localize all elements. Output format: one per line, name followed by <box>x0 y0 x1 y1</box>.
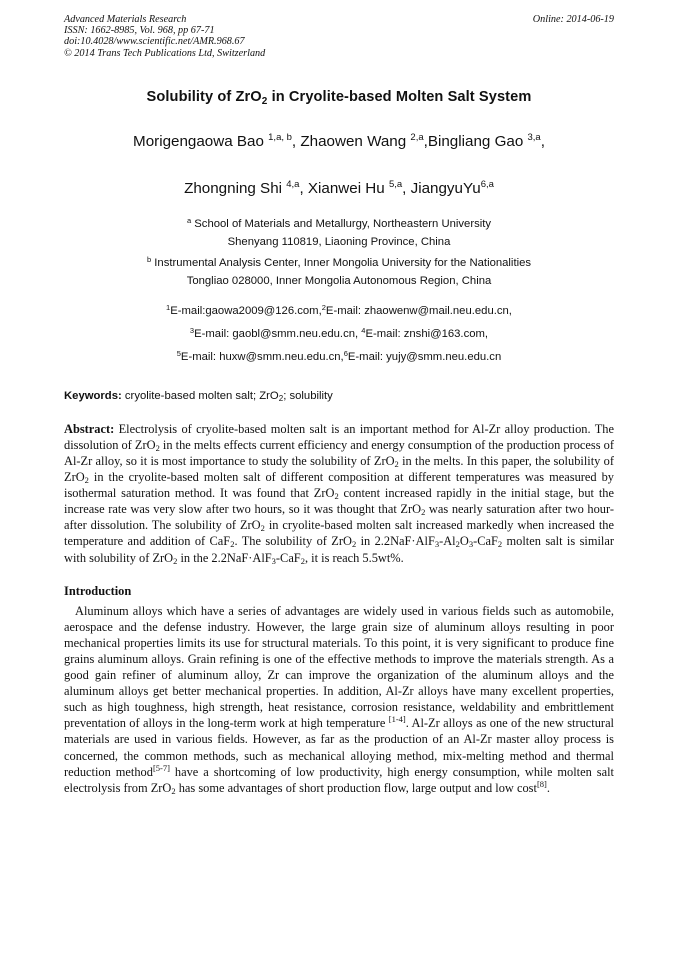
author-separator: , <box>291 132 301 150</box>
affiliation-text: School of Materials and Metallurgy, Northeastern University <box>191 217 492 230</box>
keywords-label: Keywords: <box>64 389 122 402</box>
author-affil-mark: 1,a, b <box>268 131 292 143</box>
text-run: -CaF <box>275 550 301 565</box>
title-text: Solubility of ZrO <box>146 88 262 105</box>
abstract-label: Abstract: <box>64 421 115 436</box>
email-text: E-mail:gaowa2009@126.com, <box>170 304 322 317</box>
copyright-line: © 2014 Trans Tech Publications Ltd, Switzerland <box>64 47 266 59</box>
text-run: content increased rapidly in the initial stage, but the increase rate was very slow after two hours, so it was thought that ZrO <box>64 486 614 517</box>
affiliation-b-address: Tongliao 028000, Inner Mongolia Autonomous Region, China <box>186 274 492 287</box>
text-run: . Al-Zr alloys as one of the new structural materials are used in various fields. However, as far as the production of an Al-Zr master alloy process is concerned, the common methods, such as mechanical alloying method, mix-melting method and thermal reduction method <box>64 716 615 779</box>
title-subscript: 2 <box>261 95 268 107</box>
text-run: -Al <box>439 534 456 549</box>
email-mark: 6 <box>343 348 348 358</box>
subscript: 2 <box>334 491 339 502</box>
author-name: Zhongning Shi <box>184 179 287 197</box>
author-separator: , <box>540 132 545 150</box>
email-text: E-mail: zhaowenw@mail.neu.edu.cn, <box>325 304 512 317</box>
subscript: 2 <box>171 785 176 796</box>
keywords-text: cryolite-based molten salt; ZrO <box>121 389 279 402</box>
email-block <box>64 298 614 367</box>
subscript: 2 <box>230 539 235 550</box>
issn-line: ISSN: 1662-8985, Vol. 968, pp 67-71 <box>64 25 215 37</box>
author-name: Xianwei Hu <box>307 179 389 197</box>
text-run: molten salt is similar with solubility of ZrO <box>64 534 614 565</box>
subscript: 3 <box>434 539 440 550</box>
citation-superscript: [5-7] <box>152 762 170 773</box>
author-separator: , <box>423 132 428 150</box>
title-text-rest: in Cryolite-based Molten Salt System <box>267 88 532 105</box>
affiliation-a <box>64 212 614 233</box>
subscript: 2 <box>84 475 89 486</box>
email-text: E-mail: gaobl@smm.neu.edu.cn, <box>194 327 362 340</box>
text-run: in 2.2NaF·AlF <box>356 534 435 549</box>
citation-superscript: [8] <box>536 778 547 789</box>
email-mark: 3 <box>189 325 195 335</box>
text-run: in the melts. In this paper, the solubility of ZrO <box>64 454 614 485</box>
email-mark: 1 <box>166 302 171 312</box>
subscript: 3 <box>271 555 276 566</box>
text-run: Electrolysis of cryolite-based molten salt is an important method for Al-Zr alloy production. The dissolution of ZrO <box>64 421 614 452</box>
paper-title <box>64 89 614 107</box>
text-run: has some advantages of short production flow, large output and low cost <box>175 780 537 795</box>
subscript: 2 <box>394 459 399 469</box>
author-name: Morigengaowa Bao <box>133 132 269 150</box>
email-text: E-mail: znshi@163.com, <box>365 327 489 340</box>
subscript: 2 <box>173 555 178 566</box>
subscript: 2 <box>421 507 426 518</box>
subscript: 2 <box>300 555 305 566</box>
email-line-3 <box>64 344 614 367</box>
abstract-body <box>64 422 614 565</box>
email-line-2 <box>64 321 614 344</box>
affiliation-mark: a <box>186 215 192 225</box>
author-line-2 <box>64 174 614 200</box>
author-affil-mark: 6,a <box>480 178 494 190</box>
text-run: in the cryolite-based molten salt of different composition at different temperatures was measured by isothermal saturation method. It was found that ZrO <box>64 470 614 501</box>
journal-name: Advanced Materials Research <box>64 14 187 25</box>
email-line-1 <box>64 298 614 321</box>
text-run: -CaF <box>473 534 498 549</box>
author-separator: , <box>299 179 308 197</box>
introduction-paragraph <box>64 603 614 796</box>
subscript: 2 <box>497 539 503 550</box>
author-line-1 <box>64 127 614 153</box>
subscript: 2 <box>260 523 265 534</box>
author-name: Bingliang Gao <box>427 132 528 150</box>
text-run: . The solubility of ZrO <box>234 534 352 549</box>
affiliation-b <box>64 251 614 272</box>
keywords-subscript: 2 <box>278 393 284 403</box>
author-affil-mark: 4,a <box>286 178 300 190</box>
email-mark: 2 <box>321 302 326 312</box>
affiliation-a-address: Shenyang 110819, Liaoning Province, China <box>227 235 451 248</box>
text-run: . <box>546 780 550 795</box>
author-affil-mark: 2,a <box>410 131 424 143</box>
text-run: in the melts effects current efficiency and energy consumption of the production process of Al-Zr alloy, so it is most importance to study the solubility of ZrO <box>64 437 614 468</box>
introduction-heading: Introduction <box>64 583 132 598</box>
affiliation-mark: b <box>146 254 152 264</box>
author-name: JiangyuYu <box>410 179 481 197</box>
text-run: , it is reach 5.5wt%. <box>304 550 404 565</box>
email-text: E-mail: yujy@smm.neu.edu.cn <box>347 350 502 363</box>
text-run: O <box>459 534 469 549</box>
doi-line: doi:10.4028/www.scientific.net/AMR.968.67 <box>64 36 245 48</box>
author-name: Zhaowen Wang <box>300 132 411 150</box>
subscript: 2 <box>455 539 460 550</box>
email-mark: 5 <box>176 348 181 358</box>
paper-page <box>64 14 614 796</box>
text-run: have a shortcoming of low productivity, high energy consumption, while molten salt electrolysis from ZrO <box>64 764 614 795</box>
citation-superscript: [1-4] <box>388 714 406 725</box>
abstract-paragraph <box>64 421 614 566</box>
subscript: 2 <box>155 442 160 453</box>
subscript: 3 <box>468 539 474 550</box>
text-run: Aluminum alloys which have a series of advantages are widely used in various fields such as automobile, aerospace and the defense industry. However, the large grain size of aluminum alloys resulting in poor mechanical properties limits its use for structural materials. To this point, it is very significant to produce fine grains aluminum alloys. Grain refining is one of the effective methods to improve the materials strength. As a good gain refiner of aluminum alloy, Zr can improve the organization of the aluminum alloys and the aluminum alloys get better mechanical properties. In addition, Al-Zr alloys have many excellent properties, such as high toughness, high strength, heat resistance, corrosion resistance, weldability and embrittlement preventation of alloys in the long-term work at high temperature <box>64 603 614 731</box>
affiliations <box>64 212 614 290</box>
author-affil-mark: 3,a <box>527 131 541 143</box>
author-separator: , <box>402 179 411 197</box>
online-date: Online: 2014-06-19 <box>532 14 614 25</box>
text-run: in the 2.2NaF·AlF <box>177 550 272 565</box>
keywords-text-rest: ; solubility <box>283 389 333 402</box>
author-affil-mark: 5,a <box>388 178 403 190</box>
text-run: in cryolite-based molten salt increased markedly when increased the temperature and addition of CaF <box>64 518 614 549</box>
email-mark: 4 <box>361 325 366 335</box>
text-run: was nearly saturation after two hour-after dissolution. The solubility of ZrO <box>64 502 614 533</box>
journal-header <box>64 14 614 59</box>
keywords-line <box>64 390 614 403</box>
subscript: 2 <box>351 539 357 550</box>
email-text: E-mail: huxw@smm.neu.edu.cn, <box>180 350 344 363</box>
affiliation-text: Instrumental Analysis Center, Inner Mongolia University for the Nationalities <box>151 256 532 269</box>
